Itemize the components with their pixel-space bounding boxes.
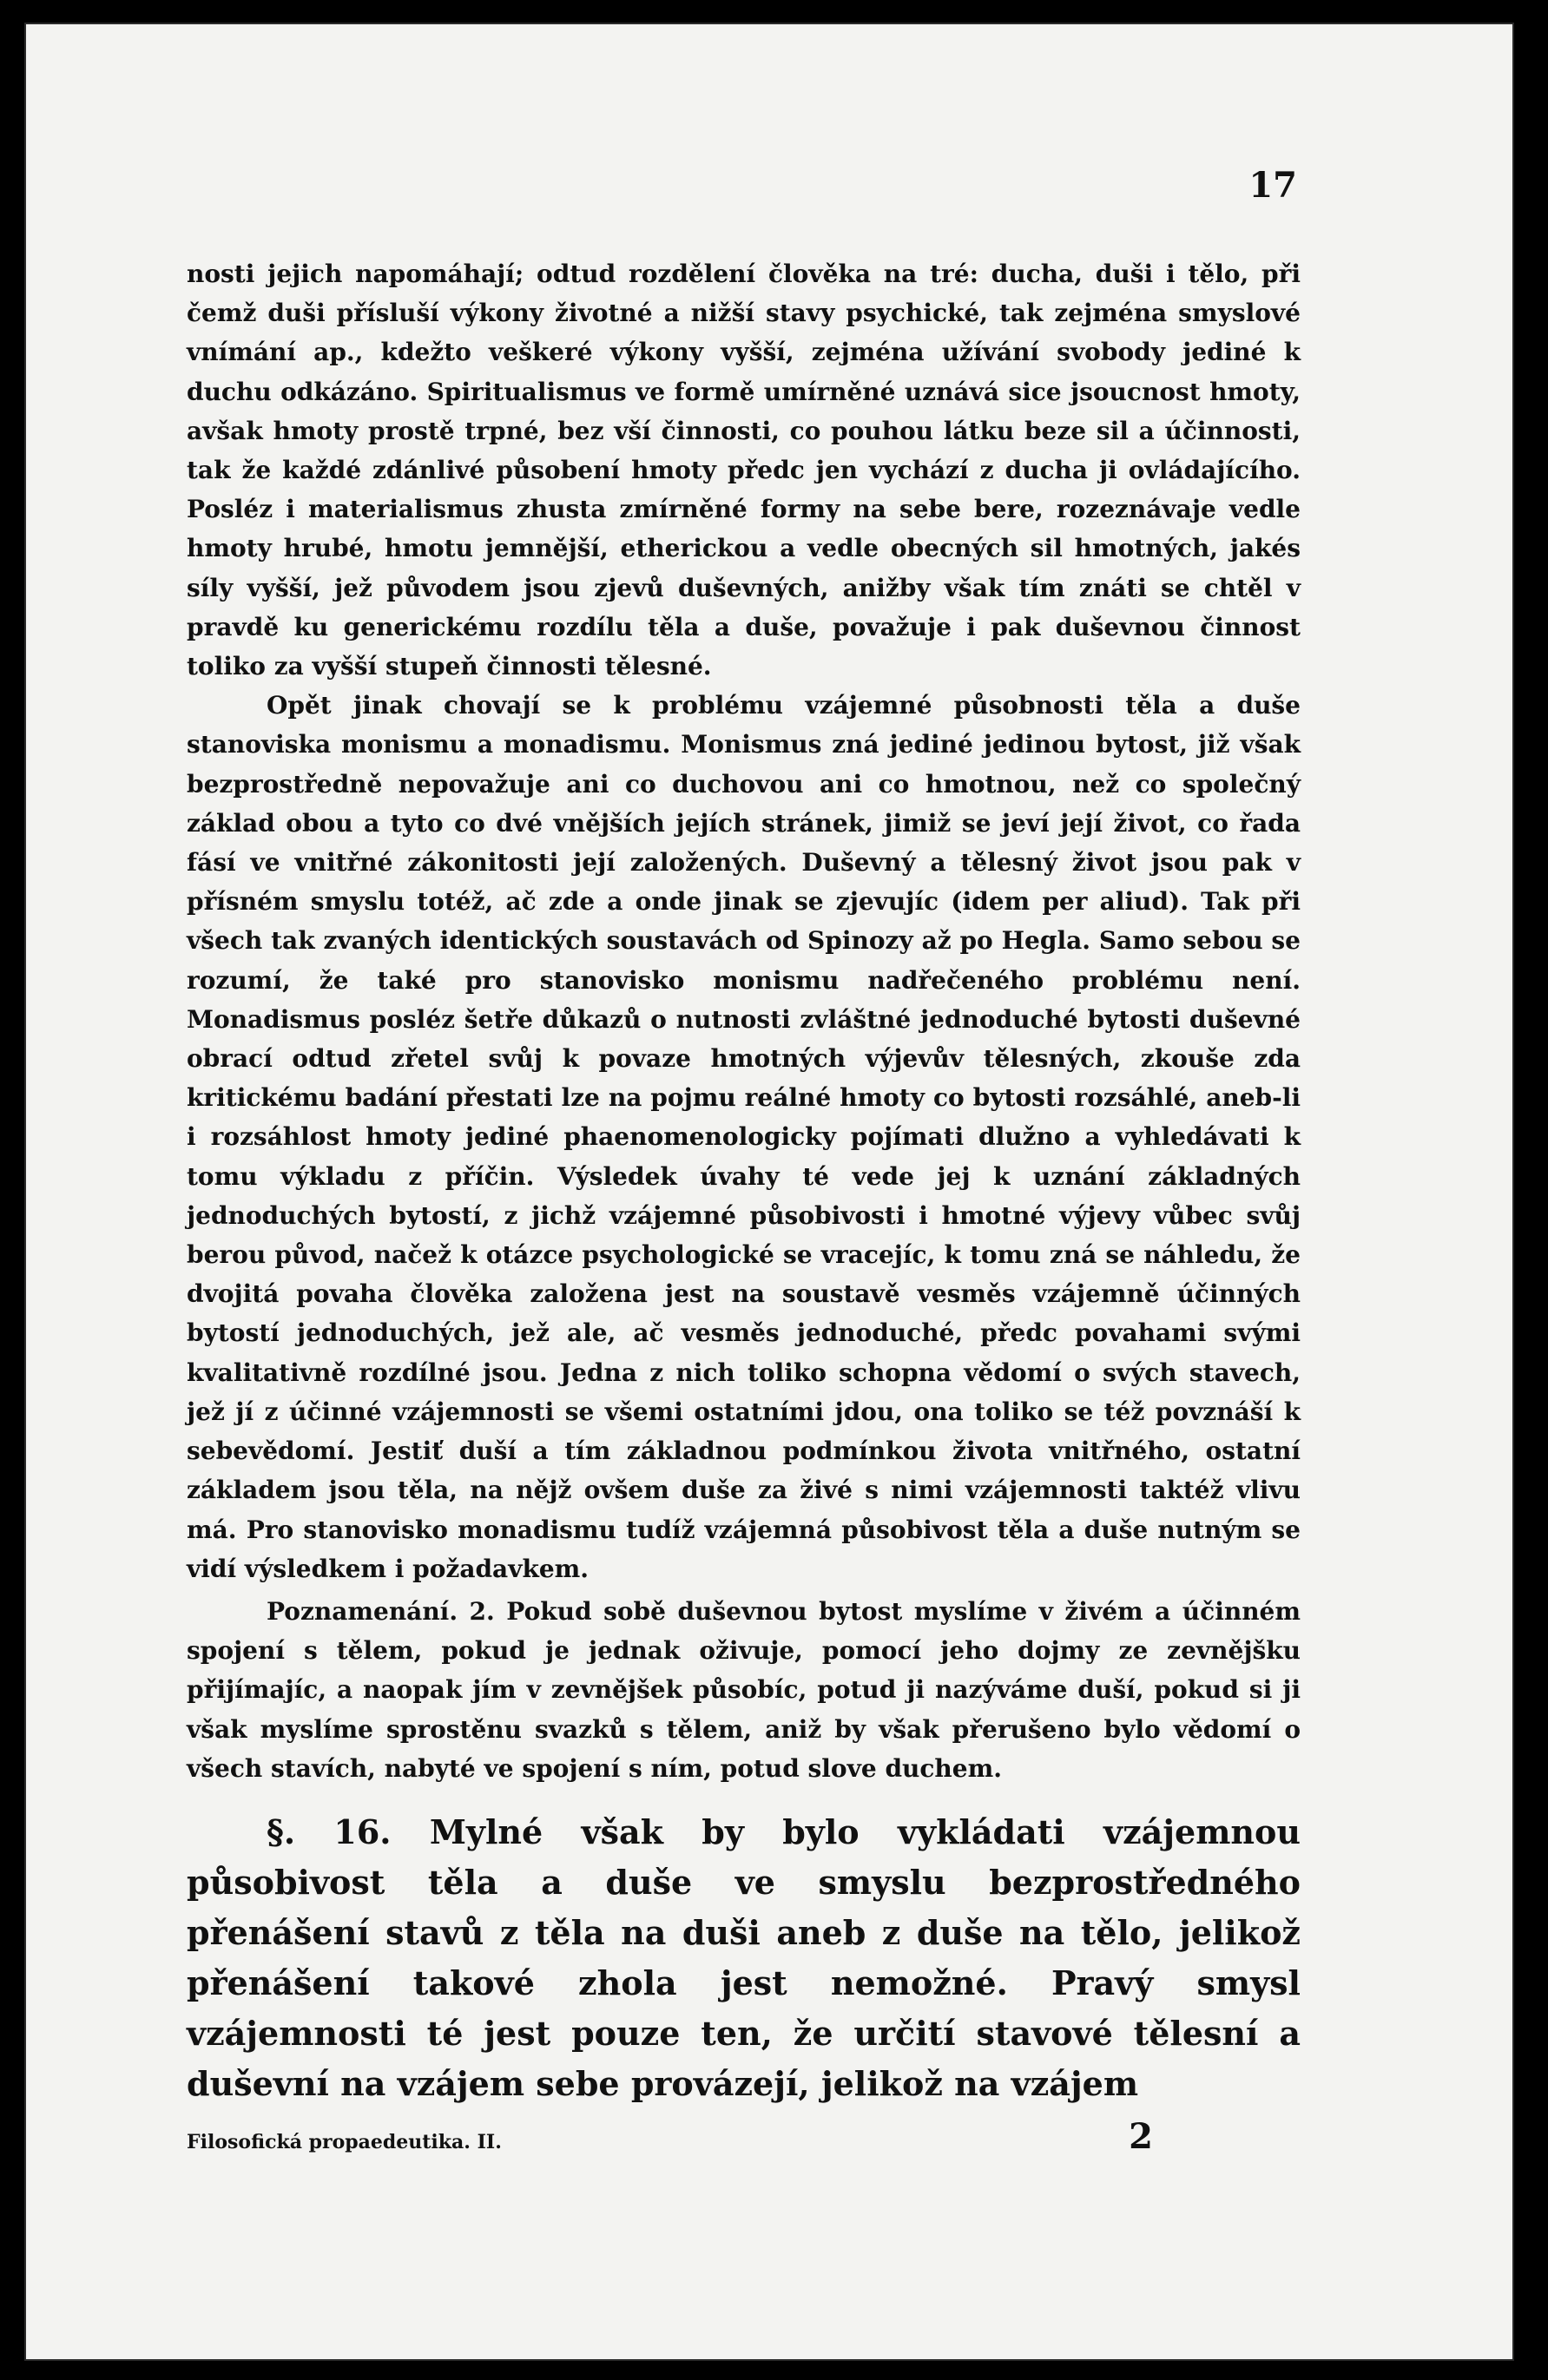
paragraph-monism: Opět jinak chovají se k problému vzájemné působnosti těla a duše stanoviska monismu a monadismu. Monismus zná jediné jedinou bytost, již však bezprostředně nepovažuje ani co duchovou ani co hmotnou, než co společný základ obou a tyto co dvé vnějších jejích stránek, jimiž se jeví její život, co řada fásí ve vnitřné zákonitosti její založených. Duševný a tělesný život jsou pak v přísném smyslu totéž, ač zde a onde jinak se zjevujíc (idem per aliud). Tak při všech tak zvaných identických soustavách od Spinozy až po Hegla. Samo sebou se rozumí, že také pro stanovisko monismu nadřečeného problému není. Monadismus posléz šetře důkazů o nutnosti zvláštné jednoduché bytosti duševné obrací odtud zřetel svůj k povaze hmotných výjevův tělesných, zkouše zda kritickému badání přestati lze na pojmu reálné hmoty co bytosti rozsáhlé, aneb-li i rozsáhlost hmoty jediné phaenomenologicky pojímati dlužno a vyhledávati k tomu výkladu z příčin. Výsledek úvahy té vede jej k uznání základných jednoduchých bytostí, z jichž vzájemné působivosti i hmotné výjevy vůbec svůj berou původ, načež k otázce psychologické se vracejíc, k tomu zná se náhledu, že dvojitá povaha člověka založena jest na soustavě vesměs vzájemně účinných bytostí jednoduchých, jež ale, ač vesměs jednoduché, předc povahami svými kvalitativně rozdílné jsou. Jedna z nich toliko schopna vědomí o svých stavech, jež jí z účinné vzájemnosti se všemi ostatními jdou, ona toliko se též povznáší k sebevědomí. Jestiť duší a tím základnou podmínkou života vnitřného, ostatní základem jsou těla, na nějž ovšem duše za živé s nimi vzájemnosti taktéž vlivu má. Pro stanovisko monadismu tudíž vzájemná působivost těla a duše nutným se vidí výsledkem i požadavkem. [187, 691, 1301, 1583]
page-number: 17 [1248, 165, 1297, 206]
paragraph-note: Poznamenání. 2. Pokud sobě duševnou bytost myslíme v živém a účinném spojení s tělem, pokud je jednak oživuje, pomocí jeho dojmy ze zevnějšku přijímajíc, a naopak jím v zevnějšek působíc, potud ji nazýváme duší, pokud si ji však myslíme sprostěnu svazků s tělem, aniž by však přerušeno bylo vědomí o všech stavích, nabyté ve spojení s ním, potud slove duchem. [187, 1596, 1301, 1783]
page-footer [187, 2116, 1301, 2157]
footer-signature-mark: 2 [1129, 2116, 1153, 2157]
paragraph-section-16: §. 16. Mylné však by bylo vykládati vzájemnou působivost těla a duše ve smyslu bezprostředného přenášení stavů z těla na duši aneb z duše na tělo, jelikož přenášení takové zhola jest nemožné. Pravý smysl vzájemnosti té jest pouze ten, že určití stavové tělesní a duševní na vzájem sebe provázejí, jelikož na vzájem [187, 1811, 1301, 2103]
footer-book-title: Filosofická propaedeutika. II. [187, 2131, 502, 2153]
book-page [26, 24, 1512, 2359]
text-block [187, 254, 1301, 2109]
paragraph-continuation: nosti jejich napomáhají; odtud rozdělení člověka na tré: ducha, duši i tělo, při čemž duši přísluší výkony životné a nižší stavy psychické, tak zejména smyslové vnímání ap., kdežto veškeré výkony vyšší, zejména užívání svobody jediné k duchu odkázáno. Spiritualismus ve formě umírněné uznává sice jsoucnost hmoty, avšak hmoty prostě trpné, bez vší činnosti, co pouhou látku beze sil a účinnosti, tak že každé zdánlivé působení hmoty předc jen vychází z ducha ji ovládajícího. Posléz i materialismus zhusta zmírněné formy na sebe bere, rozeznávaje vedle hmoty hrubé, hmotu jemnější, etherickou a vedle obecných sil hmotných, jakés síly vyšší, jež původem jsou zjevů duševných, anižby však tím znáti se chtěl v pravdě ku generickému rozdílu těla a duše, považuje i pak duševnou činnost toliko za vyšší stupeň činnosti tělesné. [187, 260, 1301, 681]
